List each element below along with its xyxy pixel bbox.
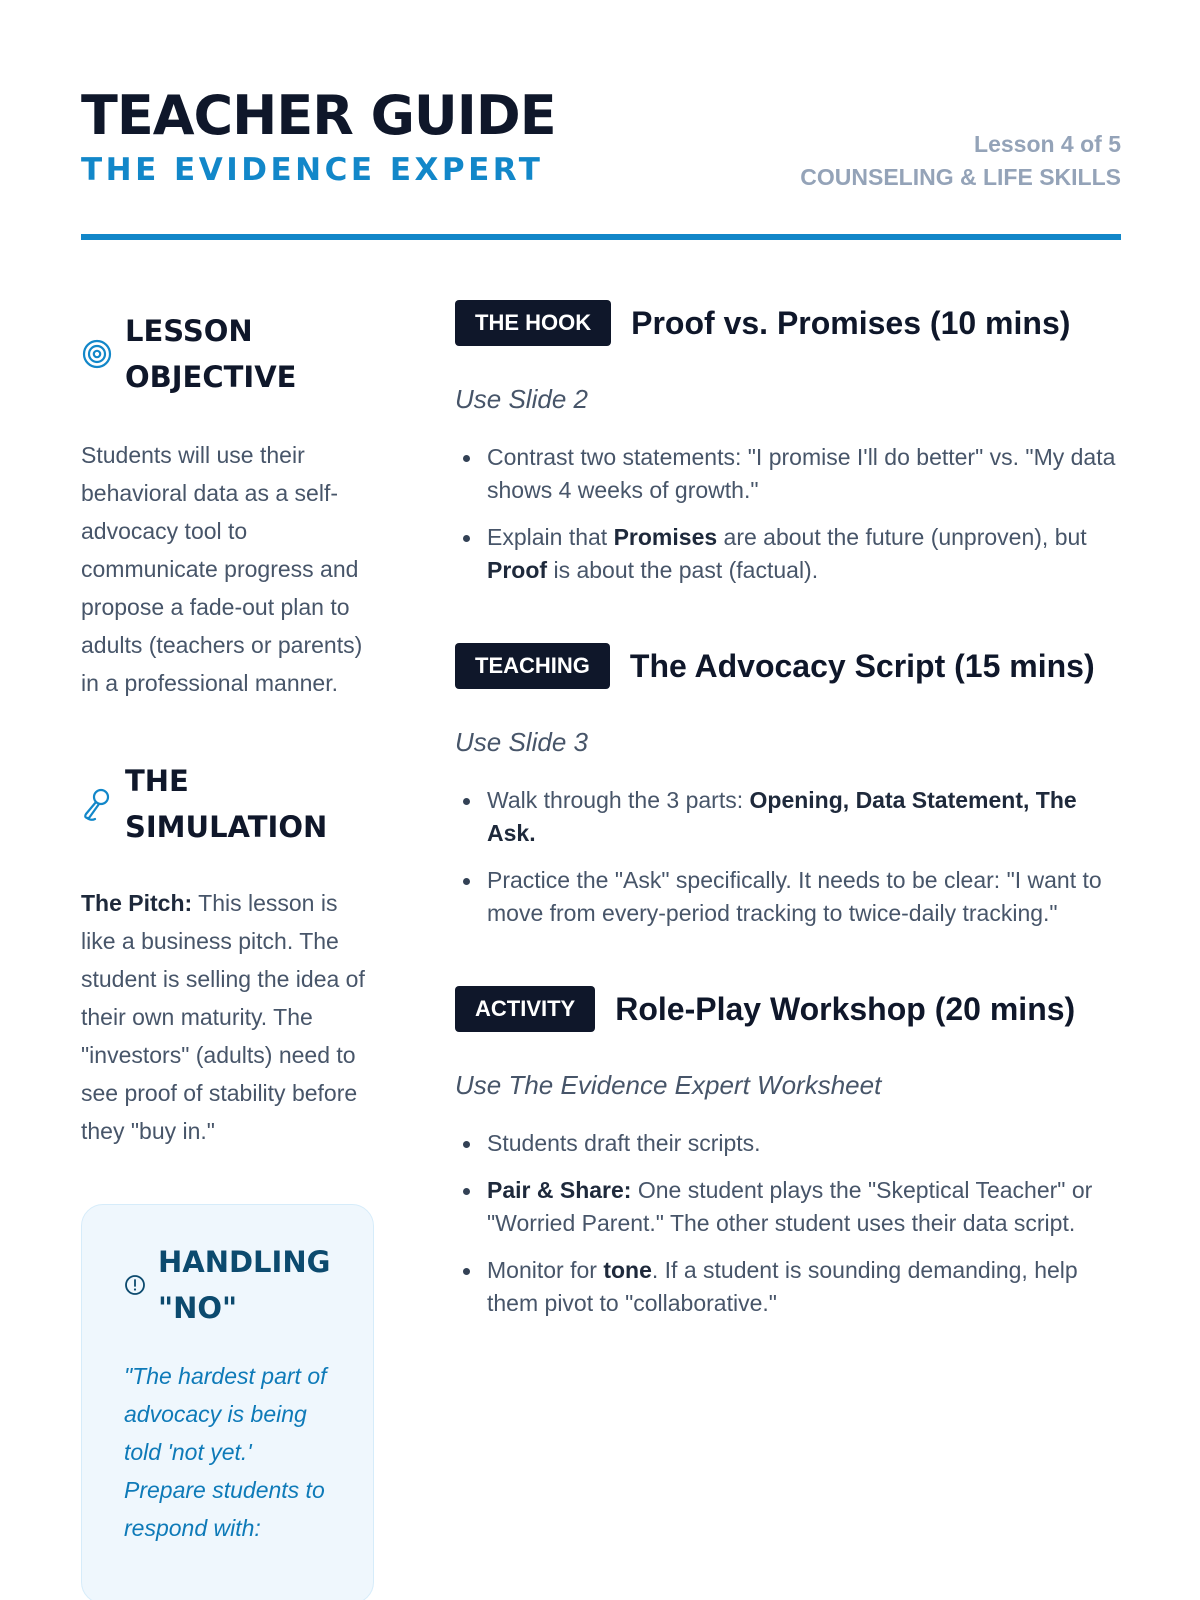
bullet-emphasis: Pair & Share:	[487, 1177, 632, 1203]
simulation-heading-line2: SIMULATION	[125, 810, 328, 844]
section-heading	[455, 643, 1121, 689]
bullet-item	[455, 1127, 1121, 1160]
section-the-hook	[455, 300, 1121, 587]
page-header	[81, 84, 1121, 244]
handling-no-heading-line1: HANDLING	[158, 1245, 331, 1279]
bullet-text: is about the past (factual).	[547, 557, 819, 583]
objective-block	[81, 308, 374, 702]
bullet-text: are about the future (unproven), but	[717, 524, 1087, 550]
objective-heading	[81, 308, 374, 400]
alert-circle-icon	[124, 1267, 146, 1303]
bullet-text: Explain that	[487, 524, 614, 550]
bullet-text: . If a student is sounding demanding, help them pivot to "collaborative."	[487, 1257, 1078, 1316]
section-badge: TEACHING	[455, 643, 610, 689]
bullet-list	[455, 1127, 1121, 1320]
bullet-item	[455, 441, 1121, 507]
bullet-item	[455, 521, 1121, 587]
simulation-heading	[81, 758, 374, 850]
section-heading	[455, 986, 1121, 1032]
bullet-emphasis: Opening, Data Statement, The Ask.	[487, 787, 1077, 846]
handling-no-callout	[81, 1204, 374, 1600]
objective-heading-line2: OBJECTIVE	[125, 360, 297, 394]
bullet-item	[455, 1174, 1121, 1240]
section-title: Role-Play Workshop (20 mins)	[615, 991, 1076, 1027]
section-badge: THE HOOK	[455, 300, 611, 346]
bullet-text: Monitor for	[487, 1257, 604, 1283]
section-activity	[455, 986, 1121, 1320]
slide-reference: Use The Evidence Expert Worksheet	[455, 1070, 882, 1100]
bullet-emphasis: tone	[603, 1257, 652, 1283]
bullet-list	[455, 784, 1121, 930]
simulation-block	[81, 758, 374, 1150]
bullet-list	[455, 441, 1121, 587]
handling-no-heading	[124, 1239, 339, 1331]
page-title: TEACHER GUIDE	[81, 84, 556, 147]
bullet-item	[455, 864, 1121, 930]
header-divider	[81, 234, 1121, 240]
bullet-emphasis: Promises	[613, 524, 718, 550]
lesson-sections	[455, 300, 1121, 1376]
bullet-emphasis: Proof	[487, 557, 548, 583]
simulation-lead: The Pitch:	[81, 890, 193, 916]
bullet-text: Walk through the 3 parts:	[487, 787, 750, 813]
microphone-icon	[81, 786, 113, 822]
bullet-item	[455, 1254, 1121, 1320]
simulation-heading-line1: THE	[125, 764, 189, 798]
section-title: Proof vs. Promises (10 mins)	[631, 305, 1071, 341]
bullet-text: One student plays the "Skeptical Teacher" or "Worried Parent." The other student uses their data script.	[487, 1177, 1093, 1236]
target-icon	[81, 336, 113, 372]
section-badge: ACTIVITY	[455, 986, 595, 1032]
simulation-text	[81, 884, 374, 1150]
bullet-item	[455, 784, 1121, 850]
slide-reference: Use Slide 2	[455, 384, 588, 414]
handling-no-quote: "The hardest part of advocacy is being told 'not yet.' Prepare students to respond with:	[124, 1363, 327, 1541]
bullet-text: Practice the "Ask" specifically. It needs to be clear: "I want to move from every-period tracking to twice-daily tracking."	[487, 867, 1102, 926]
section-heading	[455, 300, 1121, 346]
page-subtitle: THE EVIDENCE EXPERT	[81, 152, 544, 188]
objective-text: Students will use their behavioral data as a self-advocacy tool to communicate progress and propose a fade-out plan to adults (teachers or parents) in a professional manner.	[81, 442, 363, 696]
objective-heading-line1: LESSON	[125, 314, 253, 348]
handling-no-heading-line2: "NO"	[158, 1291, 238, 1325]
simulation-body: This lesson is like a business pitch. The student is selling the idea of their own maturity. The "investors" (adults) need to see proof of stability before they "buy in."	[81, 890, 365, 1144]
lesson-meta	[800, 128, 1121, 194]
bullet-text: Students draft their scripts.	[487, 1130, 761, 1156]
slide-reference: Use Slide 3	[455, 727, 588, 757]
section-teaching	[455, 643, 1121, 930]
sidebar	[81, 308, 374, 1600]
lesson-number: Lesson 4 of 5	[974, 131, 1121, 157]
course-name: COUNSELING & LIFE SKILLS	[800, 164, 1121, 190]
section-title: The Advocacy Script (15 mins)	[629, 648, 1095, 684]
bullet-text: Contrast two statements: "I promise I'll do better" vs. "My data shows 4 weeks of growth."	[487, 444, 1116, 503]
